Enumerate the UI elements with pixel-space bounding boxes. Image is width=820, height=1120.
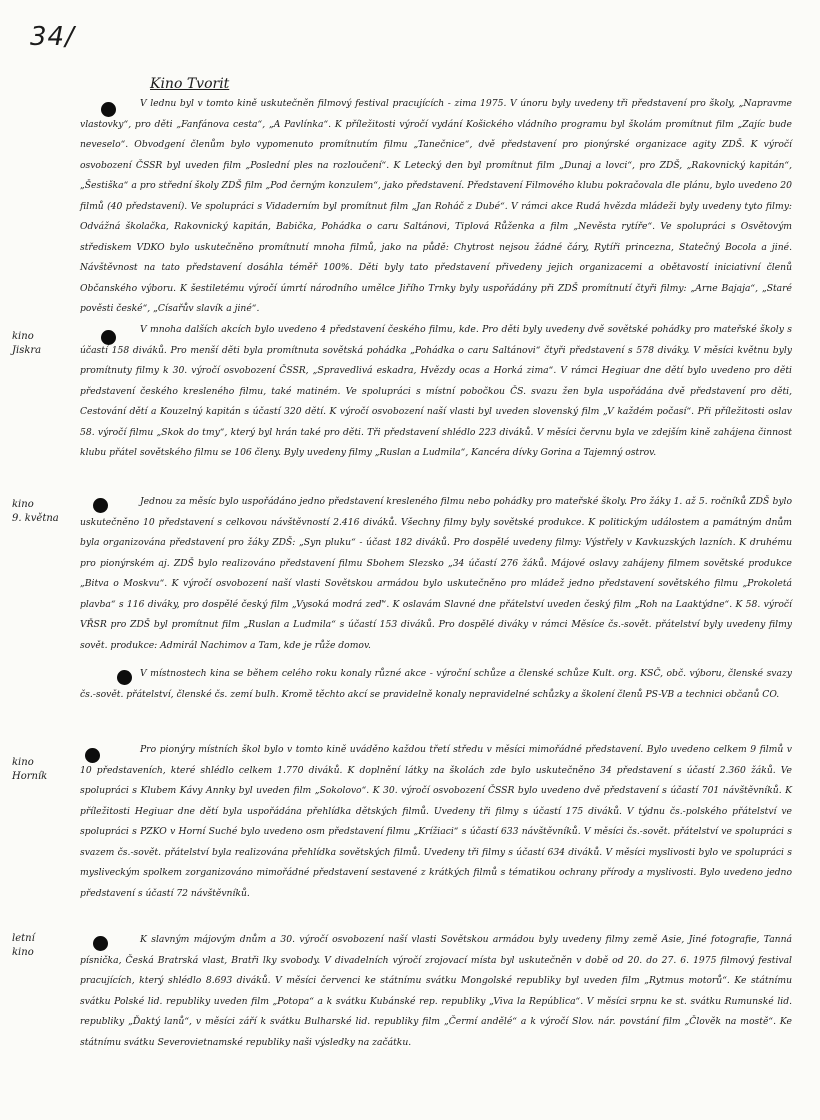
section-kino-tvorit xyxy=(0,92,820,324)
section-kino-jiskra xyxy=(0,318,820,488)
margin-label: kino Horník xyxy=(12,757,48,782)
section-venue-activities xyxy=(0,662,820,728)
paragraph: V místnostech kina se během celého roku konaly různé akce - výroční schůze a členské schůze Kult. org. KSČ, obč. výboru, členské svazy čs.-sovět. přátelství, členské čs. zemí bulh. Kromě těchto akcí se pravidelně konaly nepravidelné schůzky a školení členů PS-VB a technici občanů CO. xyxy=(80,668,792,700)
paragraph: K slavným májovým dnům a 30. výročí osvobození naší vlasti Sovětskou armádou byly uvedeny filmy země Asie, Jiné fotografie, Tanná písnička, Česká Bratrská vlast, Bratři lky svobody. V divadelních výročí zrojovací místa byl uskutečněn v době od 20. do 27. 6. 1975 filmový festival pracujících, který shlédlo 8.693 diváků. V měsíci červenci ke státnímu svátku Mongolské republiky byl uveden film „Rytmus motorů“. Ke státnímu svátku Polské lid. republiky uveden film „Potopa“ a k svátku Kubánské rep. republiky „Viva la República“. V měsíci srpnu ke st. svátku Rumunské lid. republiky „Ďaktý lanů“, v měsíci září k svátku Bulharské lid. republiky film „Čermí andělé“ a k výročí Slov. nár. povstání film „Člověk na mostě“. Ke státnímu svátku Severovietnamské republiky naši výsledky na začátku. xyxy=(80,934,792,1048)
section-kino-hornik xyxy=(0,738,820,928)
margin-label: letní kino xyxy=(12,933,35,958)
page-number: 34/ xyxy=(30,22,75,52)
paragraph: Jednou za měsíc bylo uspořádáno jedno představení kresleného filmu nebo pohádky pro mateřské školy. Pro žáky 1. až 5. ročníků ZDŠ bylo uskutečněno 10 představení s celkovou návštěvností 2.416 diváků. Všechny filmy byly sovětské produkce. K politickým událostem a památným dnům byla organizována představení pro žáky ZDŠ: „Syn pluku“ - účast 182 diváků. Pro dospělé uvedeny filmy: Výstřely v Kavkuzských lazních. K druhému pro pionýrském aj. ZDŠ bylo realizováno představení filmu Sbohem Slezsko „34 účastí 276 žáků. Májové oslavy zahájeny filmem sovětské produkce „Bitva o Moskvu“. K výročí osvobození naší vlasti Sovětskou armádou bylo uskutečněno pro mládež jedno představení sovětského filmu „Prokoletá plavba“ s 116 diváky, pro dospělé český film „Vysoká modrá zeď“. K oslavám Slavné dne přátelství uveden český film „Roh na Laaktýdne“. K 58. výročí VŘSR pro ZDŠ byl promítnut film „Ruslan a Ludmila“ s účastí 153 diváků. Pro dospělé diváky v rámci Měsíce čs.-sovět. přátelství byly uvedeny filmy sovět. produkce: Admirál Nachimov a Tam, kde je růže domov. xyxy=(80,496,792,651)
page-title: Kino Tvorit xyxy=(150,76,230,92)
section-letni-kino xyxy=(0,928,820,1098)
margin-label: kino 9. května xyxy=(12,499,59,524)
paragraph: V mnoha dalších akcích bylo uvedeno 4 představení českého filmu, kde. Pro děti byly uvedeny dvě sovětské pohádky pro mateřské školy s účastí 158 diváků. Pro menší děti byla promítnuta sovětská pohádka „Pohádka o caru Saltánovi“ čtyři představení s 578 diváky. V měsíci květnu byly promítnuty filmy k 30. výročí osvobození ČSSR, „Spravedlivá eskadra, Hvězdy ocas a Horká zima“. V rámci Hegiuar dne dětí bylo uvedeno pro děti představení českého kresleného filmu, také matiném. Ve spolupráci s místní pobočkou ČS. svazu žen byla uspořádána dvě představení pro děti, Cestování dětí a Kouzelný kapitán s účastí 320 dětí. K výročí osvobození naší vlasti byl uveden slovenský film „V každém počasí“. Při příležitosti oslav 58. výročí filmu „Skok do tmy“, který byl hrán také pro děti. Tři představení shlédlo 223 diváků. V měsíci červnu byla ve zdejším kině zahájena činnost klubu přátel sovětského filmu se 106 členy. Byly uvedeny filmy „Ruslan a Ludmila“, Kancéra dívky Gorina a Tajemný ostrov. xyxy=(80,324,792,458)
paragraph: Pro pionýry místních škol bylo v tomto kině uváděno každou třetí středu v měsíci mimořádné představení. Bylo uvedeno celkem 9 filmů v 10 představeních, které shlédlo celkem 1.770 diváků. K doplnění látky na školách zde bylo uskutečněno 34 představení s účastí 2.360 žáků. Ve spolupráci s Klubem Kávy Annky byl uveden film „Sokolovo“. K 30. výročí osvobození ČSSR bylo uvedeno dvě představení s účastí 701 návštěvníků. K příležitosti Hegiuar dne dětí byla uspořádána přehlídka dětských filmů. Uvedeny tři filmy s účastí 175 diváků. V týdnu čs.-polského přátelství ve spolupráci s PZKO v Horní Suché bylo uvedeno osm představení filmu „Krížiaci“ s účastí 633 návštěvníků. V měsíci čs.-sovět. přátelství ve spolupráci s svazem čs.-sovět. přátelství byla realizována přehlídka sovětských filmů. Uvedeny tři filmy s účastí 634 diváků. V měsíci myslivosti bylo ve spolupráci s mysliveckým spolkem zorganizováno mimořádné představení sestavené z krátkých filmů s tématikou ochrany přírody a myslivosti. Bylo uvedeno jedno představení s účastí 72 návštěvníků. xyxy=(80,744,792,899)
paragraph: V lednu byl v tomto kině uskutečněn filmový festival pracujících - zima 1975. V únoru byly uvedeny tři představení pro školy, „Napravme vlastovky“, pro děti „Fanfánova cesta“, „A Pavlínka“. K příležitosti výročí vydání Košického vládního programu byl školám promítnut film „Zajíc bude neveselo“. Obvodgení členům bylo vypomenuto promítnutím filmu „Tanečnice“, dvě představení pro pionýrské organizace agity ZDŠ. K výročí osvobození ČSSR byl uveden film „Poslední ples na rozloučení“. K Letecký den byl promítnut film „Dunaj a lovci“, pro ZDŠ, „Rakovnický kapitán“, „Šestiška“ a pro střední školy ZDŠ film „Pod černým konzulem“, jako představení. Představení Filmového klubu pokračovala dle plánu, bylo uvedeno 20 filmů (40 představení). Ve spolupráci s Vidaderním byl promítnut film „Jan Roháč z Dubé“. V rámci akce Rudá hvězda mládeži byly uvedeny tyto filmy: Odvážná školačka, Rakovnický kapitán, Babička, Pohádka o caru Saltánovi, Tiplová Růženka a film „Nevěsta rytíře“. Ve spolupráci s Osvětovým střediskem VDKO bylo uskutečněno promítnutí mnoha filmů, jako na půdě: Chytrost nejsou žádné čáry, Rytíři princezna, Statečný Bocola a jiné. Návštěvnost na tato představení dosáhla téměř 100%. Děti byly tato představení přivedeny jejich organizacemi a obětavostí iniciativní členů Občanského výboru. K šestiletému výročí úmrtí národního umělce Jiřího Trnky byly uspořádány při ZDŠ promítnutí čtyři filmy: „Arne Bajaja“, „Staré pověsti české“, „Císařův slavík a jiné“. xyxy=(80,98,792,314)
section-kino-9-kvetna xyxy=(0,490,820,660)
margin-label: kino Jiskra xyxy=(12,331,42,356)
